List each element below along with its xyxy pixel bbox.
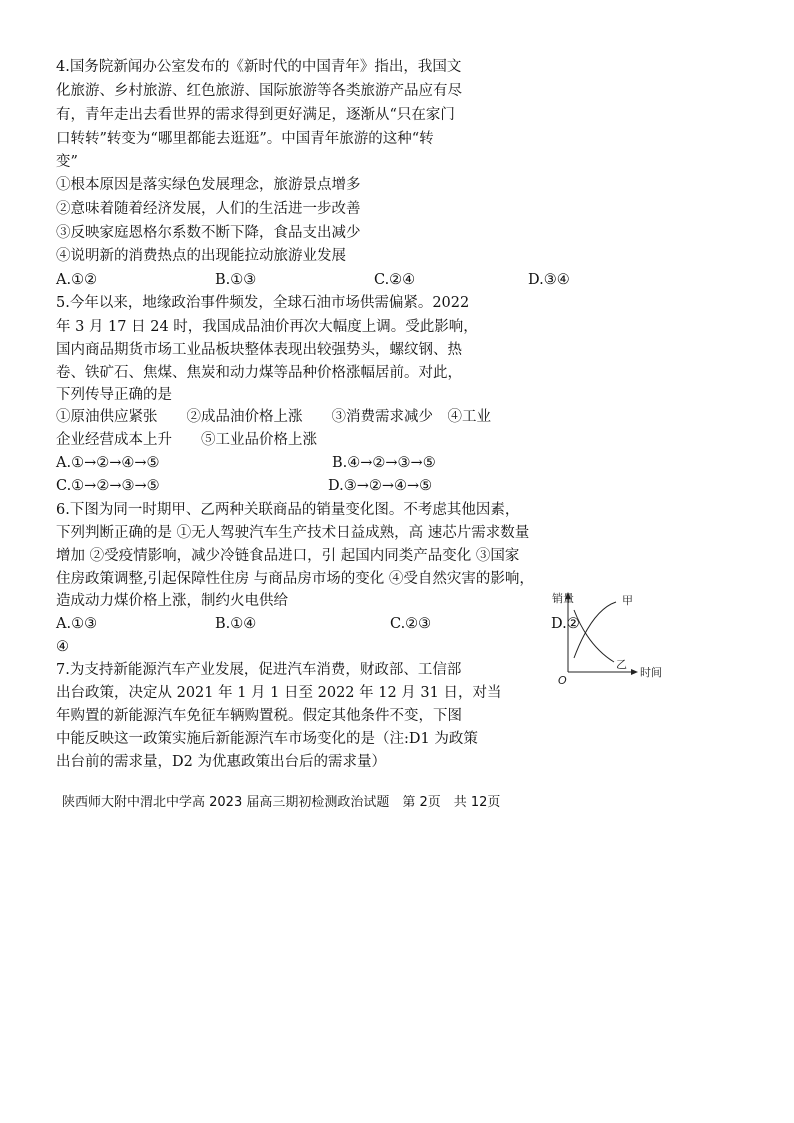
q6-line: 下列判断正确的是 ①无人驾驶汽车生产技术日益成熟，高 速芯片需求数量 (56, 525, 530, 541)
q4-option-c: C.②④ (374, 272, 416, 288)
q4-option-d: D.③④ (528, 272, 570, 288)
q6-line: 住房政策调整,引起保障性住房 与商品房市场的变化 ④受自然灾害的影响， (56, 571, 534, 587)
q7-line: 7.为支持新能源汽车产业发展，促进汽车消费，财政部、工信部 (56, 662, 462, 678)
x-axis-label: 时间 (640, 666, 662, 679)
q5-line: 年 3 月 17 日 24 时，我国成品油价再次大幅度上调。受此影响， (56, 319, 478, 335)
q7-line: 年购置的新能源汽车免征车辆购置税。假定其他条件不变，下图 (56, 708, 462, 724)
q7-line: 出台前的需求量，D2 为优惠政策出台后的需求量） (56, 754, 386, 770)
q4-statement: ③反映家庭恩格尔系数不断下降，食品支出减少 (56, 225, 361, 241)
q5-option-a: A.①→②→④→⑤ (56, 455, 160, 471)
q4-option-b: B.①③ (215, 272, 257, 288)
label-yi: 乙 (616, 658, 627, 671)
q5-line: 5.今年以来，地缘政治事件频发，全球石油市场供需偏紧。2022 (56, 295, 470, 311)
q5-statements: ①原油供应紧张 ②成品油价格上涨 ③消费需求减少 ④工业 (56, 409, 491, 425)
curve-jia (574, 602, 616, 658)
q4-line: 有，青年走出去看世界的需求得到更好满足，逐渐从“只在家门 (56, 107, 455, 123)
sales-graph (548, 588, 668, 688)
page-footer: 陕西师大附中渭北中学高 2023 届高三期初检测政治试题 第 2页 共 12页 (62, 795, 501, 810)
q4-line: 4.国务院新闻办公室发布的《新时代的中国青年》指出，我国文 (56, 59, 462, 75)
curve-yi (574, 610, 614, 662)
q6-line: 增加 ②受疫情影响，减少冷链食品进口，引 起国内同类产品变化 ③国家 (56, 548, 520, 564)
q5-option-c: C.①→②→③→⑤ (56, 478, 160, 494)
q6-option-c: C.②③ (390, 616, 432, 632)
q5-option-d: D.③→②→④→⑤ (328, 478, 433, 494)
y-axis-label: 销量 (552, 592, 574, 605)
q7-line: 中能反映这一政策实施后新能源汽车市场变化的是（注:D1 为政策 (56, 731, 478, 747)
q6-option-b: B.①④ (215, 616, 257, 632)
q6-option-d-continued: ④ (56, 639, 69, 655)
q5-line: 下列传导正确的是 (56, 387, 172, 403)
q4-option-a: A.①② (56, 272, 98, 288)
q5-line: 国内商品期货市场工业品板块整体表现出较强势头，螺纹钢、热 (56, 342, 462, 358)
q4-line: 口转转”转变为“哪里都能去逛逛”。中国青年旅游的这种“转 (56, 131, 434, 147)
q6-line: 造成动力煤价格上涨，制约火电供给 (56, 593, 288, 609)
q5-line: 卷、铁矿石、焦煤、焦炭和动力煤等品种价格涨幅居前。对此， (56, 365, 462, 381)
q7-line: 出台政策，决定从 2021 年 1 月 1 日至 2022 年 12 月 31 日，对当 (56, 685, 502, 701)
q5-statements: 企业经营成本上升 ⑤工业品价格上涨 (56, 432, 317, 448)
q4-statement: ②意味着随着经济发展，人们的生活进一步改善 (56, 201, 361, 217)
q6-line: 6.下图为同一时期甲、乙两种关联商品的销量变化图。不考虑其他因素， (56, 502, 520, 518)
q4-statement: ①根本原因是落实绿色发展理念，旅游景点增多 (56, 177, 361, 193)
q4-line: 化旅游、乡村旅游、红色旅游、国际旅游等各类旅游产品应有尽 (56, 83, 462, 99)
q4-line: 变” (56, 154, 78, 170)
q4-statement: ④说明新的消费热点的出现能拉动旅游业发展 (56, 248, 346, 264)
label-jia: 甲 (622, 594, 633, 607)
origin-label: O (558, 674, 567, 687)
x-axis-arrow-icon (631, 669, 638, 675)
q6-option-d: D.② (551, 616, 580, 632)
q6-option-a: A.①③ (56, 616, 98, 632)
q5-option-b: B.④→②→③→⑤ (332, 455, 436, 471)
